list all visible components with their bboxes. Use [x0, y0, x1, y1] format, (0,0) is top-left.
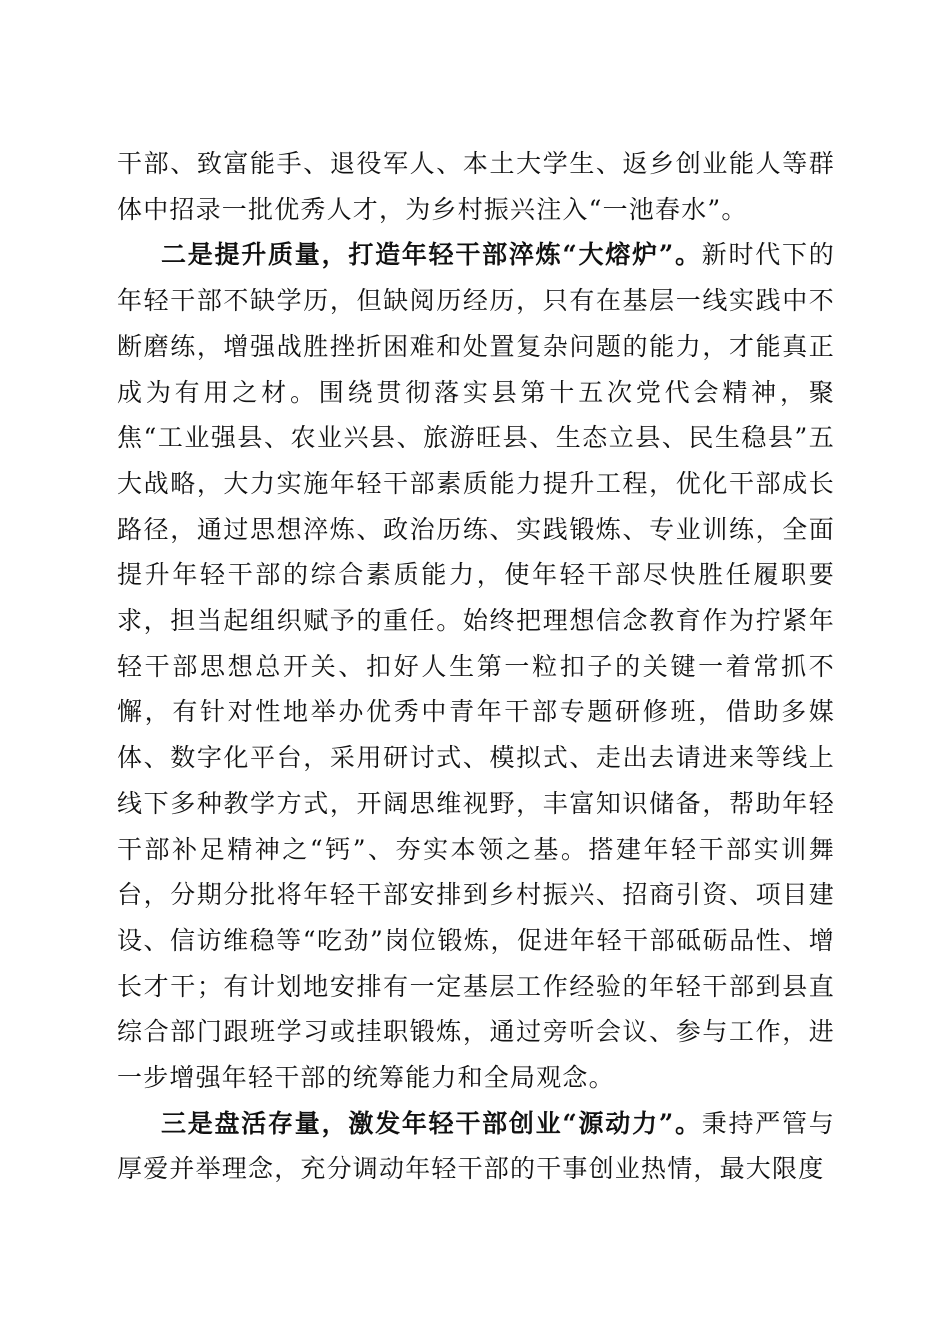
paragraph-continuation: [117, 141, 835, 232]
document-body: [117, 141, 835, 1192]
paragraph-heading: 三是盘活存量，激发年轻干部创业“源动力”。: [161, 1108, 702, 1138]
paragraph-activate-stock: [117, 1101, 835, 1192]
paragraph-heading: 二是提升质量，打造年轻干部淬炼“大熔炉”。: [161, 240, 702, 270]
paragraph-improve-quality: [117, 232, 835, 1100]
paragraph-text: 新时代下的年轻干部不缺学历，但缺阅历经历，只有在基层一线实践中不断磨练，增强战胜挫折困难和处置复杂问题的能力，才能真正成为有用之材。围绕贯彻落实县第十五次党代会精神，聚焦“工业强县、农业兴县、旅游旺县、生态立县、民生稳县”五大战略，大力实施年轻干部素质能力提升工程，优化干部成长路径，通过思想淬炼、政治历练、实践锻炼、专业训练，全面提升年轻干部的综合素质能力，使年轻干部尽快胜任履职要求，担当起组织赋予的重任。始终把理想信念教育作为拧紧年轻干部思想总开关、扣好人生第一粒扣子的关键一着常抓不懈，有针对性地举办优秀中青年干部专题研修班，借助多媒体、数字化平台，采用研讨式、模拟式、走出去请进来等线上线下多种教学方式，开阔思维视野，丰富知识储备，帮助年轻干部补足精神之“钙”、夯实本领之基。搭建年轻干部实训舞台，分期分批将年轻干部安排到乡村振兴、招商引资、项目建设、信访维稳等“吃劲”岗位锻炼，促进年轻干部砥砺品性、增长才干；有计划地安排有一定基层工作经验的年轻干部到县直综合部门跟班学习或挂职锻炼，通过旁听会议、参与工作，进一步增强年轻干部的统筹能力和全局观念。: [117, 240, 835, 1093]
paragraph-text: 秉持严管与厚爱并举理念，充分调动年轻干部的干事创业热情，最大限度: [117, 1108, 835, 1184]
paragraph-text: 干部、致富能手、退役军人、本土大学生、返乡创业能人等群体中招录一批优秀人才，为乡村振兴注入“一池春水”。: [117, 149, 835, 224]
